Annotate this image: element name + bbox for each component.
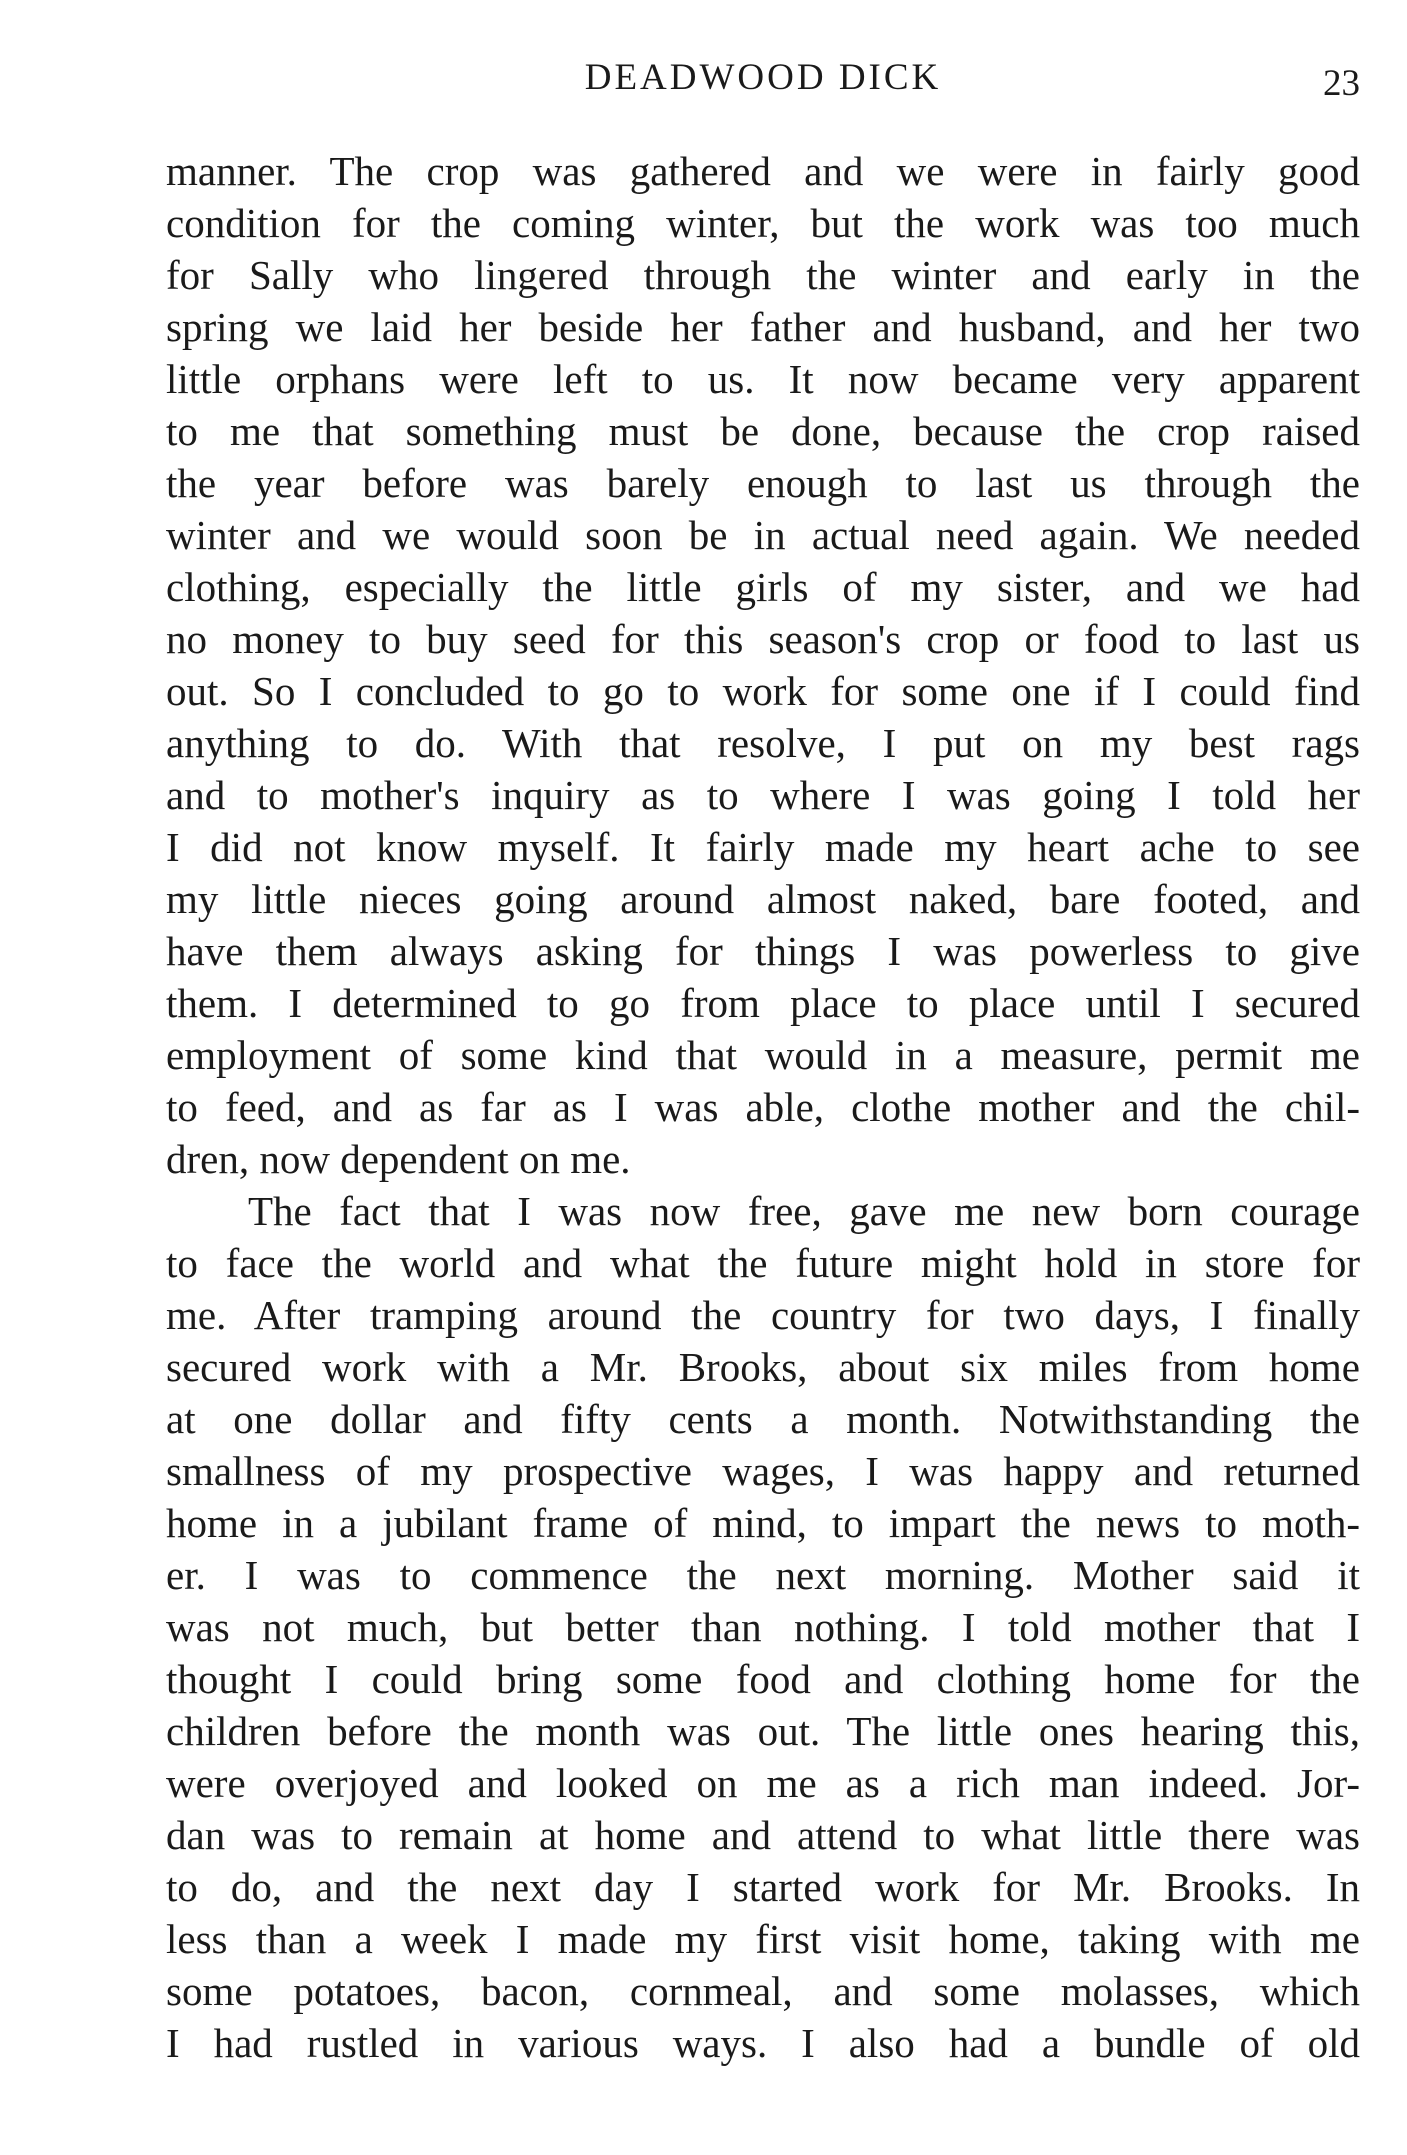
text-line: thought I could bring some food and clothing home for the xyxy=(166,1656,1360,1702)
text-line: and to mother's inquiry as to where I was going I told her xyxy=(166,772,1360,818)
text-line: home in a jubilant frame of mind, to impart the news to moth- xyxy=(166,1500,1360,1546)
text-line: some potatoes, bacon, cornmeal, and some molasses, which xyxy=(166,1968,1360,2014)
text-line: winter and we would soon be in actual need again. We needed xyxy=(166,512,1360,558)
paragraph-2 xyxy=(166,1185,1360,2069)
text-line: er. I was to commence the next morning. Mother said it xyxy=(166,1552,1360,1598)
text-line: to me that something must be done, because the crop raised xyxy=(166,408,1360,454)
text-line: dren, now dependent on me. xyxy=(166,1136,631,1182)
text-line: at one dollar and fifty cents a month. Notwithstanding the xyxy=(166,1396,1360,1442)
text-line: me. After tramping around the country for two days, I finally xyxy=(166,1292,1360,1338)
text-line: smallness of my prospective wages, I was happy and returned xyxy=(166,1448,1360,1494)
text-line: clothing, especially the little girls of my sister, and we had xyxy=(166,564,1360,610)
text-line: them. I determined to go from place to place until I secured xyxy=(166,980,1360,1026)
text-line: less than a week I made my first visit home, taking with me xyxy=(166,1916,1360,1962)
paragraph-1 xyxy=(166,145,1360,1185)
page-header xyxy=(166,56,1360,106)
text-line: the year before was barely enough to last us through the xyxy=(166,460,1360,506)
text-line: for Sally who lingered through the winter and early in the xyxy=(166,252,1360,298)
running-title: DEADWOOD DICK xyxy=(584,57,942,98)
text-line: I did not know myself. It fairly made my heart ache to see xyxy=(166,824,1360,870)
text-line: my little nieces going around almost naked, bare footed, and xyxy=(166,876,1360,922)
text-line: employment of some kind that would in a measure, permit me xyxy=(166,1032,1360,1078)
text-line: manner. The crop was gathered and we were in fairly good xyxy=(166,148,1360,194)
text-line: to do, and the next day I started work for Mr. Brooks. In xyxy=(166,1864,1360,1910)
text-line: little orphans were left to us. It now became very apparent xyxy=(166,356,1360,402)
text-line: anything to do. With that resolve, I put on my best rags xyxy=(166,720,1360,766)
text-line: was not much, but better than nothing. I told mother that I xyxy=(166,1604,1360,1650)
text-line: out. So I concluded to go to work for some one if I could find xyxy=(166,668,1360,714)
text-line: to face the world and what the future might hold in store for xyxy=(166,1240,1360,1286)
text-line: secured work with a Mr. Brooks, about six miles from home xyxy=(166,1344,1360,1390)
text-line: have them always asking for things I was powerless to give xyxy=(166,928,1360,974)
text-line: children before the month was out. The little ones hearing this, xyxy=(166,1708,1360,1754)
text-line: no money to buy seed for this season's crop or food to last us xyxy=(166,616,1360,662)
page-number: 23 xyxy=(1323,63,1360,104)
text-line: to feed, and as far as I was able, clothe mother and the chil- xyxy=(166,1084,1360,1130)
body-text xyxy=(166,145,1360,2069)
text-line: were overjoyed and looked on me as a rich man indeed. Jor- xyxy=(166,1760,1360,1806)
text-line: dan was to remain at home and attend to what little there was xyxy=(166,1812,1360,1858)
text-line: spring we laid her beside her father and husband, and her two xyxy=(166,304,1360,350)
text-line: condition for the coming winter, but the work was too much xyxy=(166,200,1360,246)
text-line: The fact that I was now free, gave me new born courage xyxy=(248,1188,1360,1234)
text-line: I had rustled in various ways. I also had a bundle of old xyxy=(166,2020,1360,2066)
